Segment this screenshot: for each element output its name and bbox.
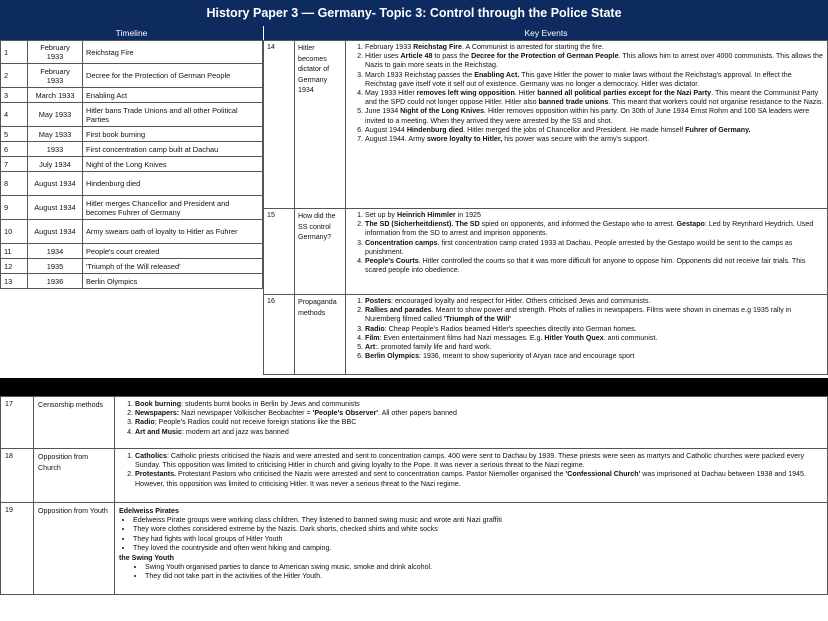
text-run: was imprisoned at Dachau between 1938 and 1945. However, this opposition was limited to criticising Hitler. It was never a serious threat to the Nazi regime. <box>135 470 806 488</box>
bold-term: Article 48 <box>400 52 433 61</box>
bullet-list <box>119 516 823 553</box>
text-run: . A Communist is arrested for starting the fire. <box>462 43 604 51</box>
timeline-row <box>1 172 263 196</box>
bold-term: Catholics <box>135 452 167 460</box>
text-run: Hitler uses <box>365 52 401 61</box>
list-item <box>365 107 824 125</box>
text-run: : Catholic priests criticised the Nazis and were arrested and sent to concentration camps. 400 were sent to Dachau by 1939. These priests were seen as martyrs and Catholic churches were packed every Sunday. This opposition was limited to criticising Hitler in church and giving loyalty to the Pope. It was never a serious threat to the Nazi regime. <box>135 452 804 470</box>
list-item <box>135 400 823 409</box>
event-name: People's court created <box>83 244 263 259</box>
timeline-row <box>1 64 263 88</box>
list-item: • Swing Youth organised parties to dance to American swing music, smoke and drink alcohol. <box>145 563 823 572</box>
text-run: June 1934 <box>365 107 401 116</box>
topic-details <box>346 209 828 295</box>
row-number: 9 <box>1 196 28 220</box>
event-date: May 1933 <box>28 127 83 142</box>
text-run: March 1933 Reichstag passes the <box>365 70 475 79</box>
topic-title: Opposition from Church <box>34 449 115 503</box>
bottom-table <box>0 396 828 595</box>
list-item: • They wore clothes considered extreme by the Nazis. Dark shorts, checked shirts and white socks <box>133 525 823 534</box>
timeline-row <box>1 41 263 64</box>
text-run: :. promoted family life and hard work. <box>375 343 492 352</box>
row-number: 2 <box>1 64 28 88</box>
bold-term: Art and Music <box>135 427 182 436</box>
list-item <box>365 52 824 70</box>
text-run: Protestant Pastors who criticised the Nazis were arrested and sent to concentration camps. Pastor Niemoller organised the <box>176 470 566 479</box>
list-item <box>365 306 824 324</box>
list-item <box>365 126 824 135</box>
text-run: : modern art and jazz was banned <box>181 427 289 436</box>
numbered-list <box>349 211 824 275</box>
row-number: 8 <box>1 172 28 196</box>
topic-title: How did the SS control Germany? <box>295 209 346 295</box>
bold-term: 'People's Observer' <box>312 409 379 418</box>
list-item <box>365 257 824 275</box>
event-name: Berlin Olympics <box>83 274 263 289</box>
text-run: : Even entertainment films had Nazi messages. E.g. <box>379 333 545 342</box>
event-date: February 1933 <box>28 41 83 64</box>
row-number: 7 <box>1 157 28 172</box>
bold-term: Posters <box>365 297 392 305</box>
bold-term: Rallies and parades <box>365 306 432 315</box>
bold-term: removes left wing opposition <box>416 89 515 98</box>
event-name: Reichstag Fire <box>83 41 263 64</box>
bold-term: Hitler Youth Quex <box>544 333 604 342</box>
row-number: 18 <box>1 449 34 503</box>
list-item <box>365 211 824 220</box>
event-date: 1936 <box>28 274 83 289</box>
topic-details <box>346 41 828 209</box>
event-name: Hitler bans Trade Unions and all other Political Parties <box>83 103 263 127</box>
list-item <box>135 409 823 418</box>
bottom-row <box>1 503 828 595</box>
text-run: February 1933 <box>365 43 414 51</box>
row-number: 13 <box>1 274 28 289</box>
event-date: 1934 <box>28 244 83 259</box>
timeline-row <box>1 220 263 244</box>
list-item: • They loved the countryside and often went hiking and camping. <box>133 544 823 553</box>
event-name: First concentration camp built at Dachau <box>83 142 263 157</box>
bold-term: Fuhrer of Germany. <box>685 125 751 134</box>
timeline-row <box>1 244 263 259</box>
subheading: the Swing Youth <box>119 554 174 563</box>
list-item: • Edelweiss Pirate groups were working class children. They listened to banned swing music and wrote anti Nazi graffiti <box>133 516 823 525</box>
bold-term: banned trade unions <box>538 98 609 107</box>
text-run: May 1933 Hitler <box>365 89 417 98</box>
timeline-table <box>0 40 263 289</box>
text-run: . Hitler removes opposition within his party. On 30th of June 1934 Ernst Rohm and 100 SA leaders were invited to a meeting. When they arrived they were arrested by the SS and shot. <box>365 107 810 125</box>
bold-term: Berlin Olympics <box>365 352 420 361</box>
list-item <box>135 418 823 427</box>
topic-details <box>115 397 828 449</box>
topic-title: Censorship methods <box>34 397 115 449</box>
bold-term: banned all political parties except for the Nazi Party <box>537 89 712 98</box>
text-run: . This meant that workers could not organise resistance to the Nazis. <box>608 98 824 107</box>
timeline-row <box>1 103 263 127</box>
text-run: . This allows him to arrest over 4000 communists. This allows the Nazis to gain more seats in the Reichstag. <box>365 52 823 70</box>
event-name: Night of the Long Knives <box>83 157 263 172</box>
text-run: . All other papers banned <box>378 409 457 418</box>
event-date: August 1934 <box>28 196 83 220</box>
event-name: Army swears oath of loyalty to Hitler as Fuhrer <box>83 220 263 244</box>
text-run: Nazi newspaper Volkischer Beobachter = <box>179 409 313 418</box>
text-run: . Meant to show power and strength. Phots of rallies in newspapers. Films were shown in cinemas e.g 1935 rally in Nuremberg filmed called <box>365 306 792 324</box>
numbered-list <box>119 452 823 489</box>
text-run: ; People's Radios could not receive foreign stations like the BBC <box>154 418 357 427</box>
row-number: 15 <box>264 209 295 295</box>
bold-term: 'Confessional Church' <box>565 470 641 479</box>
list-item <box>135 470 823 488</box>
list-item <box>365 325 824 334</box>
timeline-row <box>1 88 263 103</box>
bold-term: Hindenburg died <box>406 125 464 134</box>
topic-details <box>115 449 828 503</box>
row-number: 3 <box>1 88 28 103</box>
row-number: 11 <box>1 244 28 259</box>
text-run: . Hitler merged the jobs of Chancellor and President. He made himself <box>463 125 686 134</box>
text-run: . anti communist. <box>603 333 658 342</box>
bottom-row <box>1 397 828 449</box>
text-run: Set up by <box>365 211 397 219</box>
text-run: spied on opponents, and informed the Gestapo who to arrest. <box>479 220 677 229</box>
subheading: Edelweiss Pirates <box>119 507 179 515</box>
text-run: This gave Hitler the power to make laws without the Reichstag's approval. In effect the Reichstag gave itself vote it self out of existence. Germany was no longer a democracy. Hitler was dictator. <box>365 70 792 88</box>
event-name: Hindenburg died <box>83 172 263 196</box>
topic-title: Opposition from Youth <box>34 503 115 595</box>
event-date: March 1933 <box>28 88 83 103</box>
topic-details <box>346 295 828 375</box>
bold-term: The SD (Sicherheitdienst). The SD <box>365 220 480 229</box>
list-item <box>365 135 824 144</box>
list-item: • They did not take part in the activities of the Hitler Youth. <box>145 572 823 581</box>
bullet-list <box>119 563 823 582</box>
event-name: Decree for the Protection of German People <box>83 64 263 88</box>
text-run: to pass the <box>432 52 472 61</box>
row-number: 19 <box>1 503 34 595</box>
event-name: 'Triumph of the Will released' <box>83 259 263 274</box>
list-item: • They had fights with local groups of Hitler Youth <box>133 535 823 544</box>
list-item <box>135 452 823 470</box>
row-number: 10 <box>1 220 28 244</box>
row-number: 6 <box>1 142 28 157</box>
numbered-list <box>349 297 824 361</box>
event-date: 1933 <box>28 142 83 157</box>
bold-term: Newspapers: <box>135 409 180 418</box>
bold-term: Protestants. <box>135 470 176 479</box>
text-run: : students burnt books in Berlin by Jews and communists <box>181 400 360 408</box>
bold-term: Radio <box>135 418 155 427</box>
text-run: . first concentration camp crated 1933 at Dachau. People arrested by the Gestapo would be sent to the camps as punishment. <box>365 238 793 256</box>
topic-title: Hitler becomes dictator of Germany 1934 <box>295 41 346 209</box>
bold-term: 'Triumph of the Will' <box>443 315 512 324</box>
bottom-row <box>1 449 828 503</box>
text-run: : Cheap People's Radios beamed Hitler's speeches directly into German homes. <box>384 324 637 333</box>
event-date: August 1934 <box>28 172 83 196</box>
list-item <box>365 43 824 52</box>
bold-term: swore loyalty to Hitler, <box>426 135 503 144</box>
list-item <box>365 352 824 361</box>
key-events-table <box>263 40 828 375</box>
list-item <box>365 343 824 352</box>
page-title: History Paper 3 — Germany- Topic 3: Control through the Police State <box>0 0 828 26</box>
list-item <box>365 334 824 343</box>
text-run: August 1944 <box>365 125 407 134</box>
text-run: August 1944. Army <box>365 135 427 144</box>
bold-term: Radio <box>365 324 385 333</box>
bold-term: People's Courts <box>365 257 419 266</box>
key-event-row <box>264 295 828 375</box>
list-item <box>365 220 824 238</box>
bold-term: Heinrich Himmler <box>396 211 456 219</box>
bold-term: Decree for the Protection of German People <box>471 52 619 61</box>
list-item <box>135 428 823 437</box>
event-name: Enabling Act <box>83 88 263 103</box>
timeline-row <box>1 157 263 172</box>
bold-term: Film <box>365 333 380 342</box>
text-run: . This meant the Communist Party and the SPD could not longer oppose Hitler. Hitler also <box>365 89 819 107</box>
list-item <box>365 71 824 89</box>
timeline-row <box>1 274 263 289</box>
row-number: 4 <box>1 103 28 127</box>
section-divider <box>0 378 828 396</box>
timeline-row <box>1 259 263 274</box>
timeline-row <box>1 127 263 142</box>
event-date: July 1934 <box>28 157 83 172</box>
event-date: May 1933 <box>28 103 83 127</box>
key-event-row <box>264 41 828 209</box>
text-run: . Hitler controlled the courts so that it was more difficult for anyone to oppose him. Opponents did not receive fair trials. This scared people into obedience. <box>365 257 806 275</box>
event-name: Hitler merges Chancellor and President and becomes Fuhrer of Germany <box>83 196 263 220</box>
text-run: : 1936, meant to show superiority of Aryan race and encourage sport <box>419 352 635 361</box>
topic-title: Propaganda methods <box>295 295 346 375</box>
text-run: : Led by Reynhard Heydrich. Used information from the SD to arrest and imprison opponents. <box>365 220 814 238</box>
key-event-row <box>264 209 828 295</box>
bold-term: Art <box>365 343 376 352</box>
row-number: 5 <box>1 127 28 142</box>
event-name: First book burning <box>83 127 263 142</box>
timeline-row <box>1 142 263 157</box>
topic-details <box>115 503 828 595</box>
event-date: 1935 <box>28 259 83 274</box>
text-run: . Hitler <box>514 89 538 98</box>
list-item <box>365 239 824 257</box>
text-run: in 1925 <box>455 211 481 219</box>
bold-term: Reichstag Fire <box>413 43 462 51</box>
text-run: his power was secure with the army's support. <box>502 135 650 144</box>
numbered-list <box>349 43 824 144</box>
bold-term: Enabling Act. <box>474 70 520 79</box>
bold-term: Gestapo <box>676 220 705 229</box>
key-events-header: Key Events <box>264 26 828 40</box>
row-number: 12 <box>1 259 28 274</box>
row-number: 14 <box>264 41 295 209</box>
bold-term: Night of the Long Knives <box>400 107 485 116</box>
row-number: 17 <box>1 397 34 449</box>
row-number: 1 <box>1 41 28 64</box>
bold-term: Book burning <box>135 400 182 408</box>
timeline-row <box>1 196 263 220</box>
numbered-list <box>119 400 823 437</box>
bold-term: Concentration camps <box>365 238 438 247</box>
list-item <box>365 297 824 306</box>
timeline-header: Timeline <box>0 26 263 40</box>
event-date: February 1933 <box>28 64 83 88</box>
text-run: : encouraged loyalty and respect for Hitler. Others criticised Jews and communists. <box>391 297 651 305</box>
event-date: August 1934 <box>28 220 83 244</box>
row-number: 16 <box>264 295 295 375</box>
list-item <box>365 89 824 107</box>
